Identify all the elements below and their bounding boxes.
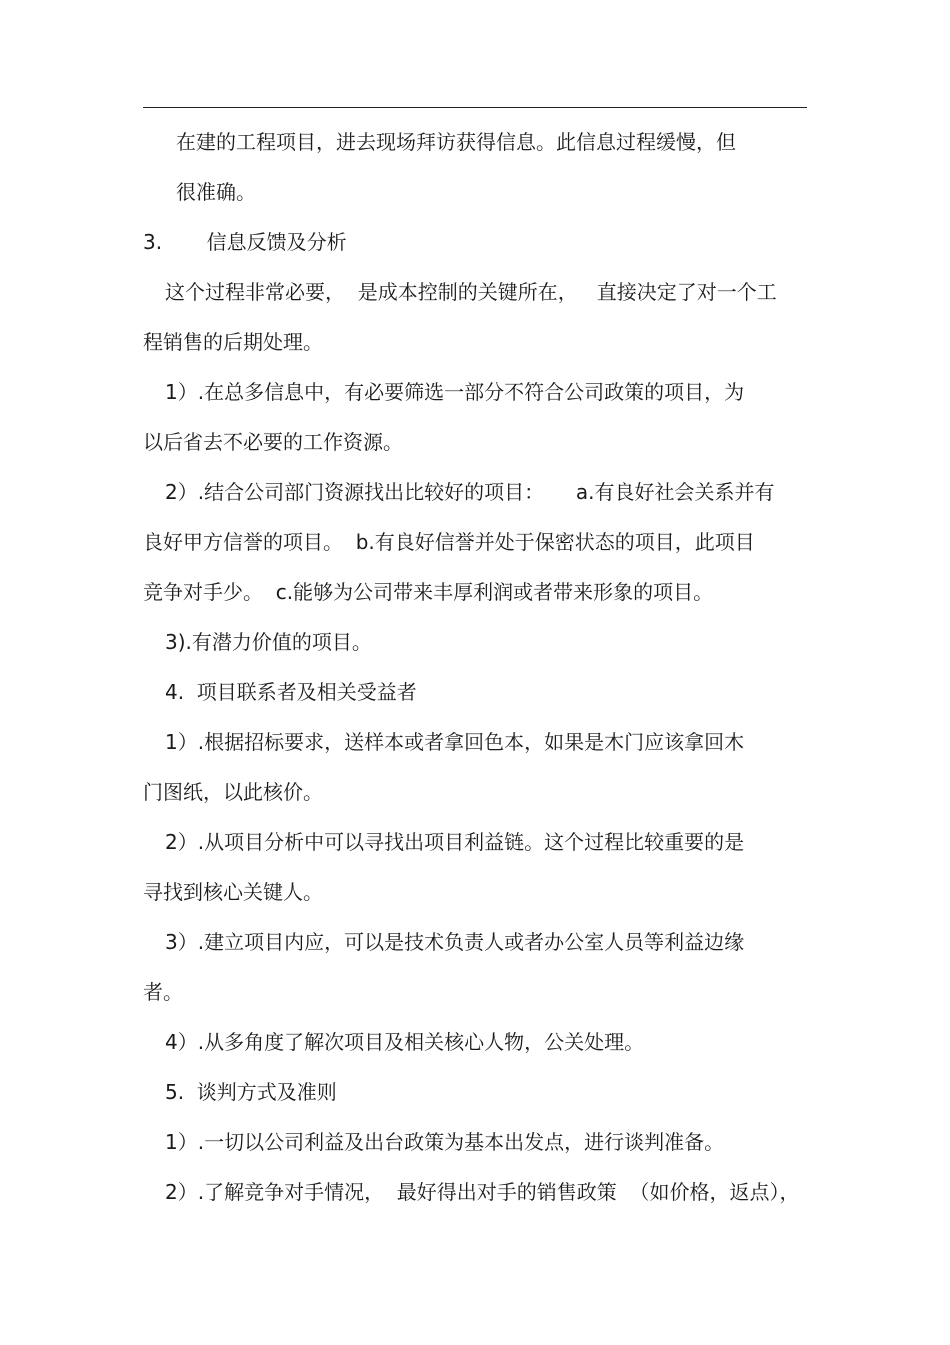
text-line-7: 以后省去不必要的工作资源。: [143, 430, 403, 454]
text-line-11: 3).有潜力价值的项目。: [165, 630, 372, 654]
text-line-16: 寻找到核心关键人。: [143, 880, 323, 904]
section-heading-3: 3. 信息反馈及分析: [143, 230, 347, 254]
text-line-6: 1）.在总多信息中，有必要筛选一部分不符合公司政策的项目，为: [165, 380, 745, 404]
text-line-19: 4）.从多角度了解次项目及相关核心人物，公关处理。: [165, 1030, 645, 1054]
text-line-8: 2）.结合公司部门资源找出比较好的项目： a.有良好社会关系并有: [165, 480, 775, 504]
text-line-15: 2）.从项目分析中可以寻找出项目利益链。这个过程比较重要的是: [165, 830, 745, 854]
text-line-4: 这个过程非常必要， 是成本控制的关键所在， 直接决定了对一个工: [165, 280, 777, 304]
text-line-13: 1）.根据招标要求，送样本或者拿回色本，如果是木门应该拿回木: [165, 730, 745, 754]
text-line-18: 者。: [143, 980, 183, 1004]
text-line-10: 竞争对手少。 c.能够为公司带来丰厚利润或者带来形象的项目。: [143, 580, 714, 604]
text-line-2: 很准确。: [176, 180, 256, 204]
text-line-9: 良好甲方信誉的项目。 b.有良好信誉并处于保密状态的项目，此项目: [143, 530, 755, 554]
header-rule: [143, 107, 807, 108]
section-heading-5: 5. 谈判方式及准则: [165, 1080, 337, 1104]
text-line-5: 程销售的后期处理。: [143, 330, 323, 354]
text-line-17: 3）.建立项目内应，可以是技术负责人或者办公室人员等利益边缘: [165, 930, 745, 954]
text-line-1: 在建的工程项目，进去现场拜访获得信息。此信息过程缓慢，但: [176, 130, 736, 154]
section-heading-4: 4. 项目联系者及相关受益者: [165, 680, 417, 704]
text-line-14: 门图纸，以此核价。: [143, 780, 323, 804]
text-line-22: 2）.了解竞争对手情况， 最好得出对手的销售政策 （如价格，返点），: [165, 1180, 800, 1204]
text-line-21: 1）.一切以公司利益及出台政策为基本出发点，进行谈判准备。: [165, 1130, 725, 1154]
